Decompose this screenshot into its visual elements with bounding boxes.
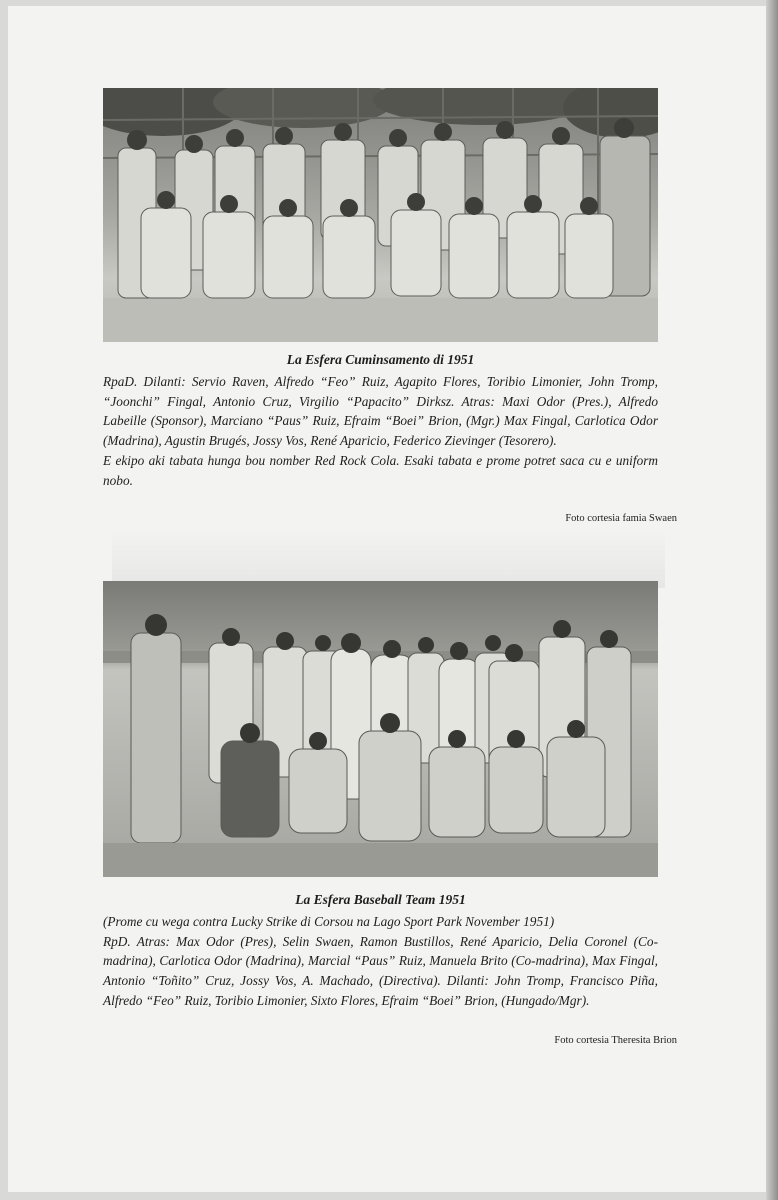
photo-1-caption-line: E ekipo aki tabata hunga bou nomber Red Rock Cola. Esaki tabata e prome potret saca cu e uniform nobo. <box>103 452 658 488</box>
photo-2-caption-line: RpD. Atras: Max Odor (Pres), Selin Swaen, Ramon Bustillos, René Aparicio, Delia Coronel (Co-madrina), Carlotica Odor (Madrina), Marcial “Paus” Ruiz, Manuela Brito (Co-madrina), Max Fingal, Antonio “Toñito” Cruz, Jossy Vos, A. Machado, (Directiva). Dilanti: John Tromp, Francisco Piña, Alfredo “Feo” Ruiz, Toribio Limonier, Sixto Flores, Efraim “Boei” Brion, (Hungado/Mgr). <box>103 933 658 1008</box>
photo-2-credit: Foto cortesia Theresita Brion <box>554 1035 677 1046</box>
photo-1-caption <box>103 372 658 490</box>
show-through-area <box>112 528 665 588</box>
photo-2-caption-line: (Prome cu wega contra Lucky Strike di Corsou na Lago Sport Park November 1951) <box>103 914 555 929</box>
team-photo-1951-second <box>103 581 658 877</box>
photo-1-title: La Esfera Cuminsamento di 1951 <box>286 352 475 367</box>
photo-1-credit: Foto cortesia famia Swaen <box>565 513 677 524</box>
photo-2-title: La Esfera Baseball Team 1951 <box>295 892 466 907</box>
team-photo-1951-first <box>103 88 658 342</box>
photo-2-caption <box>103 912 658 1011</box>
page-edge <box>766 0 778 1200</box>
photo-1-caption-line: RpaD. Dilanti: Servio Raven, Alfredo “Feo” Ruiz, Agapito Flores, Toribio Limonier, John Tromp, “Joonchi” Fingal, Antonio Cruz, Virgilio “Papacito” Dirksz. Atras: Maxi Odor (Pres.), Alfredo Labeille (Sponsor), Marciano “Paus” Ruiz, Efraim “Boei” Brion, (Mgr.) Max Fingal, Carlotica Odor (Madrina), Agustin Brugés, Jossy Vos, René Aparicio, Federico Zievinger (Tesorero). <box>103 374 658 449</box>
